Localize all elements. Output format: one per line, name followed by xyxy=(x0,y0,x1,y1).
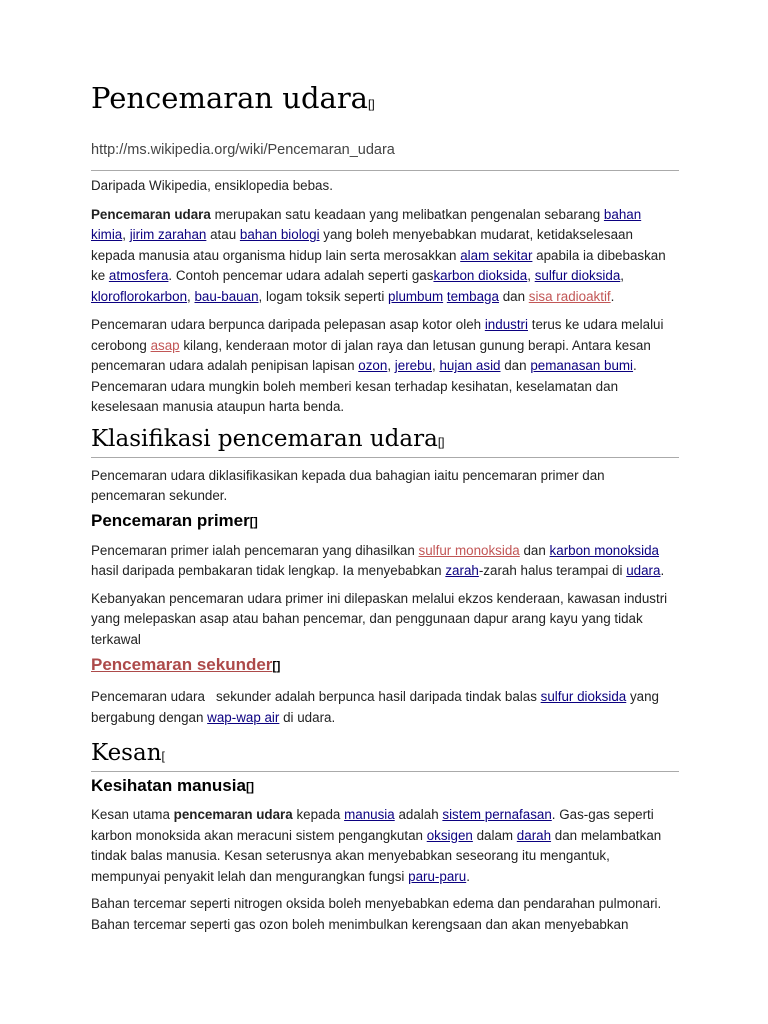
heading-text: Klasifikasi pencemaran udara xyxy=(91,425,438,452)
heading-sekunder[interactable] xyxy=(91,653,679,678)
edit-link[interactable]: [] xyxy=(272,659,281,673)
paragraph-primer-1 xyxy=(91,541,679,582)
link-wap-wap-air[interactable]: wap-wap air xyxy=(207,709,280,725)
text: kilang, kenderaan motor di jalan raya dan letusan gunung berapi. Antara kesan pencemaran udara adalah penipisan lapisan xyxy=(91,337,651,373)
heading-klasifikasi xyxy=(91,424,679,458)
text: atau xyxy=(206,227,240,242)
text: . xyxy=(466,868,470,884)
text: terus ke udara melalui cerobong xyxy=(91,317,664,353)
source-url[interactable]: http://ms.wikipedia.org/wiki/Pencemaran_udara xyxy=(91,142,395,158)
link-pemanasan-bumi[interactable]: pemanasan bumi xyxy=(530,358,634,373)
link-darah[interactable]: darah xyxy=(516,827,552,843)
text: adalah xyxy=(394,807,443,822)
link-bau-bauan[interactable]: bau-bauan xyxy=(194,288,259,304)
text: dan xyxy=(519,542,550,558)
link-oksigen[interactable]: oksigen xyxy=(426,827,473,843)
text: apabila ia dibebaskan ke xyxy=(91,247,666,283)
text: di udara. xyxy=(279,709,336,725)
link-sisa-radioaktif[interactable]: sisa radioaktif xyxy=(528,288,611,304)
text: . Pencemaran udara mungkin boleh memberi kesan terhadap kesihatan, keselamatan dan keselesaan manusia ataupun harta benda. xyxy=(91,358,637,414)
link-manusia[interactable]: manusia xyxy=(344,807,395,822)
text: . Gas-gas seperti karbon monoksida akan meracuni sistem pengangkutan xyxy=(91,807,654,843)
heading-text[interactable]: Pencemaran sekunder xyxy=(91,655,273,674)
link-paru-paru[interactable]: paru-paru xyxy=(408,868,467,884)
link-bahan-kimia[interactable]: bahan kimia xyxy=(91,206,642,242)
link-jerebu[interactable]: jerebu xyxy=(394,358,432,373)
heading-primer xyxy=(91,509,679,534)
link-bahan-biologi[interactable]: bahan biologi xyxy=(239,227,320,242)
text: hasil daripada pembakaran tidak lengkap. Ia menyebabkan xyxy=(91,563,446,578)
edit-link[interactable]: [] xyxy=(249,514,258,529)
text: dan xyxy=(500,358,531,373)
edit-link[interactable]: [ xyxy=(161,749,165,763)
paragraph-primer-2: Kebanyakan pencemaran udara primer ini dilepaskan melalui ekzos kenderaan, kawasan industri yang melepaskan asap atau bahan pencemar, dan penggunaan dapur arang kayu yang tidak terkawal xyxy=(91,590,668,647)
link-asap[interactable]: asap xyxy=(150,337,180,353)
paragraph-klasifikasi: Pencemaran udara diklasifikasikan kepada dua bahagian iaitu pencemaran primer dan pencemaran sekunder. xyxy=(91,467,605,503)
tagline: Daripada Wikipedia, ensiklopedia bebas. xyxy=(91,178,333,193)
text: dan xyxy=(498,288,529,304)
text: -zarah halus terampai di xyxy=(478,563,627,578)
text: kepada xyxy=(292,807,345,822)
text: , logam toksik seperti xyxy=(258,288,389,304)
text: dalam xyxy=(472,827,517,843)
link-sulfur-dioksida[interactable]: sulfur dioksida xyxy=(534,268,621,283)
heading-kesan xyxy=(91,738,679,772)
text: Kesan utama xyxy=(91,807,174,822)
text: Pencemaran udara sekunder adalah berpunca hasil daripada tindak balas xyxy=(91,689,541,704)
text: Pencemaran udara berpunca daripada pelepasan asap kotor oleh xyxy=(91,317,485,332)
text: dan melambatkan tindak balas manusia. Kesan seterusnya akan menyebabkan seseorang itu mengantuk, mempunyai penyakit lelah dan mengurangkan fungsi xyxy=(91,827,662,884)
page-title xyxy=(91,78,679,171)
text: , xyxy=(620,268,625,283)
link-alam-sekitar[interactable]: alam sekitar xyxy=(460,247,533,263)
link-industri[interactable]: industri xyxy=(484,317,528,332)
text: . Contoh pencemar udara adalah seperti gas xyxy=(168,268,434,283)
link-karbon-dioksida[interactable]: karbon dioksida xyxy=(433,268,528,283)
edit-link[interactable]: [] xyxy=(437,434,445,449)
text: yang boleh menyebabkan mudarat, ketidakselesaan kepada manusia atau organisma hidup lain serta merosakkan xyxy=(91,227,633,263)
paragraph-bahan-tercemar: Bahan tercemar seperti nitrogen oksida boleh menyebabkan edema dan pendarahan pulmonari. Bahan tercemar seperti gas ozon boleh menimbulkan kerengsaan dan akan menyebabkan xyxy=(91,896,662,932)
article xyxy=(91,78,679,935)
heading-text: Kesihatan manusia xyxy=(91,776,246,795)
link-sulfur-dioksida-2[interactable]: sulfur dioksida xyxy=(540,689,627,704)
intro-bold-term: Pencemaran udara xyxy=(91,206,211,222)
text: Pencemaran primer ialah pencemaran yang dihasilkan xyxy=(91,542,419,558)
text: , xyxy=(122,227,130,242)
bold-term: pencemaran udara xyxy=(173,807,293,822)
link-kloroflorokarbon[interactable]: kloroflorokarbon xyxy=(91,288,188,304)
heading-text: Pencemaran primer xyxy=(91,510,250,530)
intro-paragraph xyxy=(91,205,679,308)
link-sulfur-monoksida[interactable]: sulfur monoksida xyxy=(418,542,520,558)
text: merupakan satu keadaan yang melibatkan pengenalan sebarang xyxy=(210,206,604,222)
link-karbon-monoksida[interactable]: karbon monoksida xyxy=(549,542,659,558)
link-tembaga[interactable]: tembaga xyxy=(446,288,499,304)
heading-kesihatan xyxy=(91,774,679,799)
text: , xyxy=(432,358,440,373)
paragraph-punca xyxy=(91,315,679,418)
link-plumbum[interactable]: plumbum xyxy=(388,288,444,304)
text: . xyxy=(660,563,665,578)
text: , xyxy=(387,358,395,373)
link-ozon[interactable]: ozon xyxy=(358,358,388,373)
paragraph-kesihatan xyxy=(91,805,679,887)
text: . xyxy=(610,288,615,304)
link-hujan-asid[interactable]: hujan asid xyxy=(439,358,501,373)
link-jirim-zarahan[interactable]: jirim zarahan xyxy=(129,227,207,242)
heading-text: Kesan xyxy=(91,740,162,766)
link-atmosfera[interactable]: atmosfera xyxy=(108,268,169,283)
page-title-text: Pencemaran udara xyxy=(91,81,368,115)
title-edit-link[interactable]: [] xyxy=(367,97,375,111)
link-udara[interactable]: udara xyxy=(626,563,661,578)
text: , xyxy=(527,268,535,283)
text: , xyxy=(187,288,195,304)
paragraph-sekunder xyxy=(91,687,679,728)
link-sistem-pernafasan[interactable]: sistem pernafasan xyxy=(442,807,552,822)
edit-link[interactable]: [] xyxy=(245,780,254,794)
link-zarah[interactable]: zarah xyxy=(445,563,479,578)
text: yang bergabung dengan xyxy=(91,689,660,725)
